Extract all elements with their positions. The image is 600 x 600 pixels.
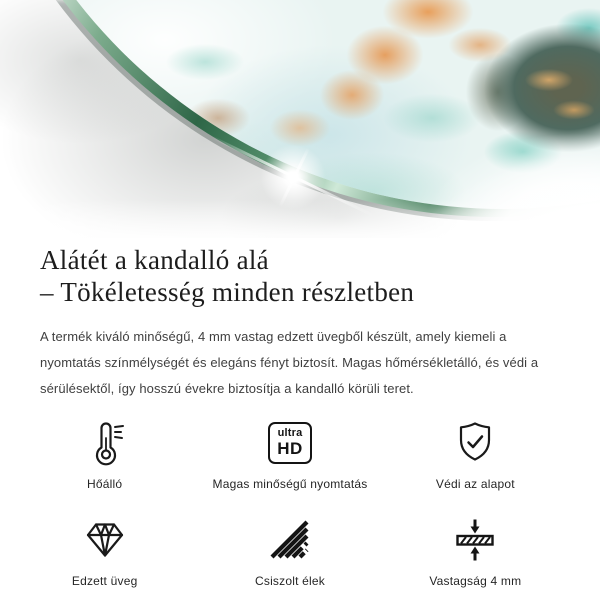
shield-check-icon — [451, 419, 499, 467]
feature-heat-resistant — [12, 418, 197, 491]
feature-label: Edzett üveg — [71, 573, 138, 588]
product-photo — [0, 0, 600, 238]
page-title-line1: Alátét a kandalló alá — [40, 245, 269, 275]
thermometer-icon — [81, 419, 129, 467]
feature-label: Csiszolt élek — [255, 573, 325, 588]
photo-white-fade — [0, 0, 600, 238]
text-section — [0, 244, 600, 402]
ultra-hd-badge-top-text: ultra — [277, 427, 303, 440]
page-title-line2: – Tökéletesség minden részletben — [40, 277, 415, 308]
product-description: A termék kiváló minőségű, 4 mm vastag edzett üvegből készült, amely kiemeli a nyomtatás színmélységét és elegáns fényt biztosít. Magas hőmérsékletálló, és védi a sérülésektől, így hosszú évekre biztosítja a kandalló körüli teret. — [40, 328, 539, 396]
thickness-icon — [451, 516, 499, 564]
feature-thickness — [383, 515, 568, 588]
feature-grid — [12, 418, 568, 588]
feature-protects-base — [383, 418, 568, 491]
page-title — [40, 244, 560, 309]
feature-label: Vastagság 4 mm — [429, 573, 522, 588]
feature-tempered-glass — [12, 515, 197, 588]
feature-label: Magas minőségű nyomtatás — [212, 476, 368, 491]
diamond-icon — [81, 516, 129, 564]
feature-high-quality-print — [197, 418, 382, 491]
feature-label: Hőálló — [87, 476, 123, 491]
ultra-hd-badge-bottom-text: HD — [277, 439, 303, 459]
polished-edges-icon — [266, 516, 314, 564]
feature-label: Védi az alapot — [435, 476, 515, 491]
ultra-hd-badge-icon — [268, 422, 312, 464]
feature-polished-edges — [197, 515, 382, 588]
